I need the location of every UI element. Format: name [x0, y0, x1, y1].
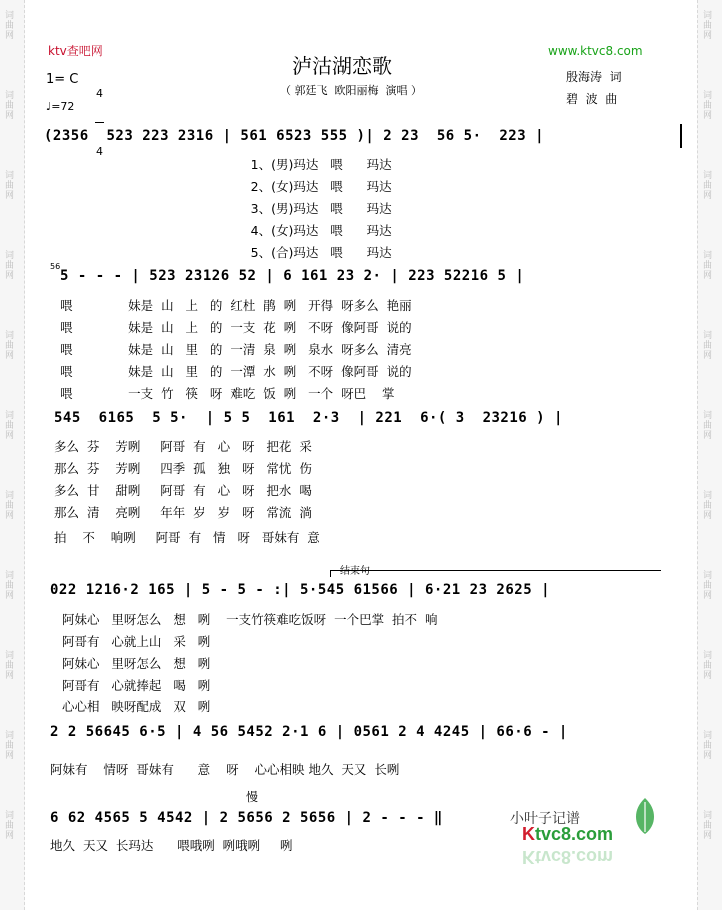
ending-bracket [330, 570, 661, 577]
lyric-line: 5、(合)玛达 喂 玛达 [44, 245, 392, 260]
lyric-line: 喂 妹是 山 上 的 一支 花 咧 不呀 像阿哥 说的 [60, 320, 412, 335]
brand-rest: tvc8.com [535, 847, 614, 867]
brand-letter: K [522, 847, 535, 867]
watermark-text: 词曲网 [701, 410, 711, 440]
song-title: 泸沽湖恋歌 [292, 54, 392, 78]
lyric-line: 阿哥有 心就捧起 喝 咧 [62, 678, 211, 693]
watermark-text: 词曲网 [3, 10, 13, 40]
tempo-slow-marking: 慢 [246, 790, 259, 804]
brand-letter: K [522, 824, 535, 844]
lyric-line: 喂 一支 竹 筷 呀 难吃 饭 咧 一个 呀巴 掌 [60, 386, 395, 401]
lyric-line: 4、(女)玛达 喂 玛达 [44, 223, 392, 238]
brand-rest: tvc8.com [535, 824, 614, 844]
row1-end-barline [680, 124, 682, 148]
notation-row-3: 545 6165 5 5· | 5 5 161 2·3 | 221 6·( 3 23216 ) | [54, 410, 563, 426]
lyric-line: 喂 妹是 山 上 的 红杜 鹃 咧 开得 呀多么 艳丽 [60, 298, 412, 313]
site-link-right[interactable]: www.ktvc8.com [548, 44, 643, 58]
brand-logo [522, 824, 613, 845]
lyric-line: 地久 天又 长玛达 喂哦咧 咧哦咧 咧 [50, 838, 293, 853]
watermark-text: 词曲网 [701, 650, 711, 680]
watermark-text: 词曲网 [3, 90, 13, 120]
lyric-line: 喂 妹是 山 里 的 一清 泉 咧 泉水 呀多么 清亮 [60, 342, 412, 357]
watermark-text: 词曲网 [701, 90, 711, 120]
grace-notes: 56 [50, 262, 61, 271]
lyricist: 殷海涛 词 [566, 70, 622, 84]
watermark-text: 词曲网 [3, 650, 13, 680]
notation-row-4: 022 1216·2 165 | 5 - 5 - :| 5·545 61566 | 6·21 23 2625 | [50, 582, 551, 598]
composer: 碧 波 曲 [566, 92, 618, 106]
lyric-line: 那么 芬 芳咧 四季 孤 独 呀 常忧 伤 [54, 461, 312, 476]
lyric-line: 喂 妹是 山 里 的 一潭 水 咧 不呀 像阿哥 说的 [60, 364, 412, 379]
watermark-text: 词曲网 [701, 250, 711, 280]
transcriber-signature: 小叶子记谱 [510, 811, 580, 827]
watermark-text: 词曲网 [701, 10, 711, 40]
lyric-line: 3、(男)玛达 喂 玛达 [44, 201, 392, 216]
lyric-line: 阿妹心 里呀怎么 想 咧 一支竹筷难吃饭呀 一个巴掌 拍不 响 [62, 612, 438, 627]
watermark-text: 词曲网 [701, 490, 711, 520]
brand-logo-reflection [522, 846, 613, 867]
watermark-text: 词曲网 [3, 410, 13, 440]
lyric-line: 那么 清 亮咧 年年 岁 岁 呀 常流 淌 [54, 505, 312, 520]
key-signature: 1= C [46, 72, 79, 87]
lyric-line: 多么 甘 甜咧 阿哥 有 心 呀 把水 喝 [54, 483, 312, 498]
right-watermark-strip [697, 0, 722, 910]
time-sig-top: 4 [96, 87, 103, 100]
watermark-text: 词曲网 [3, 170, 13, 200]
site-link-left[interactable]: ktv查吧网 [48, 44, 103, 58]
watermark-text: 词曲网 [3, 490, 13, 520]
lyric-line: 心心相 映呀配成 双 咧 [62, 699, 211, 714]
watermark-text: 词曲网 [3, 810, 13, 840]
performers: （ 郭廷飞 欧阳丽梅 演唱 ） [280, 84, 422, 97]
leaf-logo-icon [628, 796, 662, 836]
left-watermark-strip [0, 0, 25, 910]
notation-row-6: 6 62 4565 5 4542 | 2 5656 2 5656 | 2 - - - ‖ [50, 810, 443, 826]
lyric-line: 多么 芬 芳咧 阿哥 有 心 呀 把花 采 [54, 439, 312, 454]
watermark-text: 词曲网 [701, 330, 711, 360]
watermark-text: 词曲网 [701, 730, 711, 760]
watermark-text: 词曲网 [3, 250, 13, 280]
time-sig-bottom: 4 [96, 145, 103, 158]
watermark-text: 词曲网 [701, 170, 711, 200]
lyric-line: 1、(男)玛达 喂 玛达 [44, 157, 392, 172]
time-sig-line [95, 122, 104, 123]
notation-row-5: 2 2 56645 6·5 | 4 56 5452 2·1 6 | 0561 2 4 4245 | 66·6 - | [50, 724, 568, 740]
lyric-line: 阿妹有 情呀 哥妹有 意 呀 心心相映 地久 天又 长咧 [50, 762, 400, 777]
lyric-line: 阿妹心 里呀怎么 想 咧 [62, 656, 211, 671]
notation-row-1: (2356 523 223 2316 | 561 6523 555 )| 2 23 56 5· 223 | [44, 128, 545, 144]
time-signature [95, 66, 104, 168]
watermark-text: 词曲网 [3, 330, 13, 360]
tempo-marking: ♩=72 [46, 100, 75, 113]
lyric-line: 2、(女)玛达 喂 玛达 [44, 179, 392, 194]
watermark-text: 词曲网 [3, 570, 13, 600]
ending-label: 结束句 [340, 566, 370, 577]
notation-row-2: 5 - - - | 523 23126 52 | 6 161 23 2· | 223 52216 5 | [60, 268, 525, 284]
watermark-text: 词曲网 [701, 570, 711, 600]
lyric-line: 拍 不 响咧 阿哥 有 情 呀 哥妹有 意 [54, 530, 320, 545]
watermark-text: 词曲网 [3, 730, 13, 760]
lyric-line: 阿哥有 心就上山 采 咧 [62, 634, 211, 649]
watermark-text: 词曲网 [701, 810, 711, 840]
